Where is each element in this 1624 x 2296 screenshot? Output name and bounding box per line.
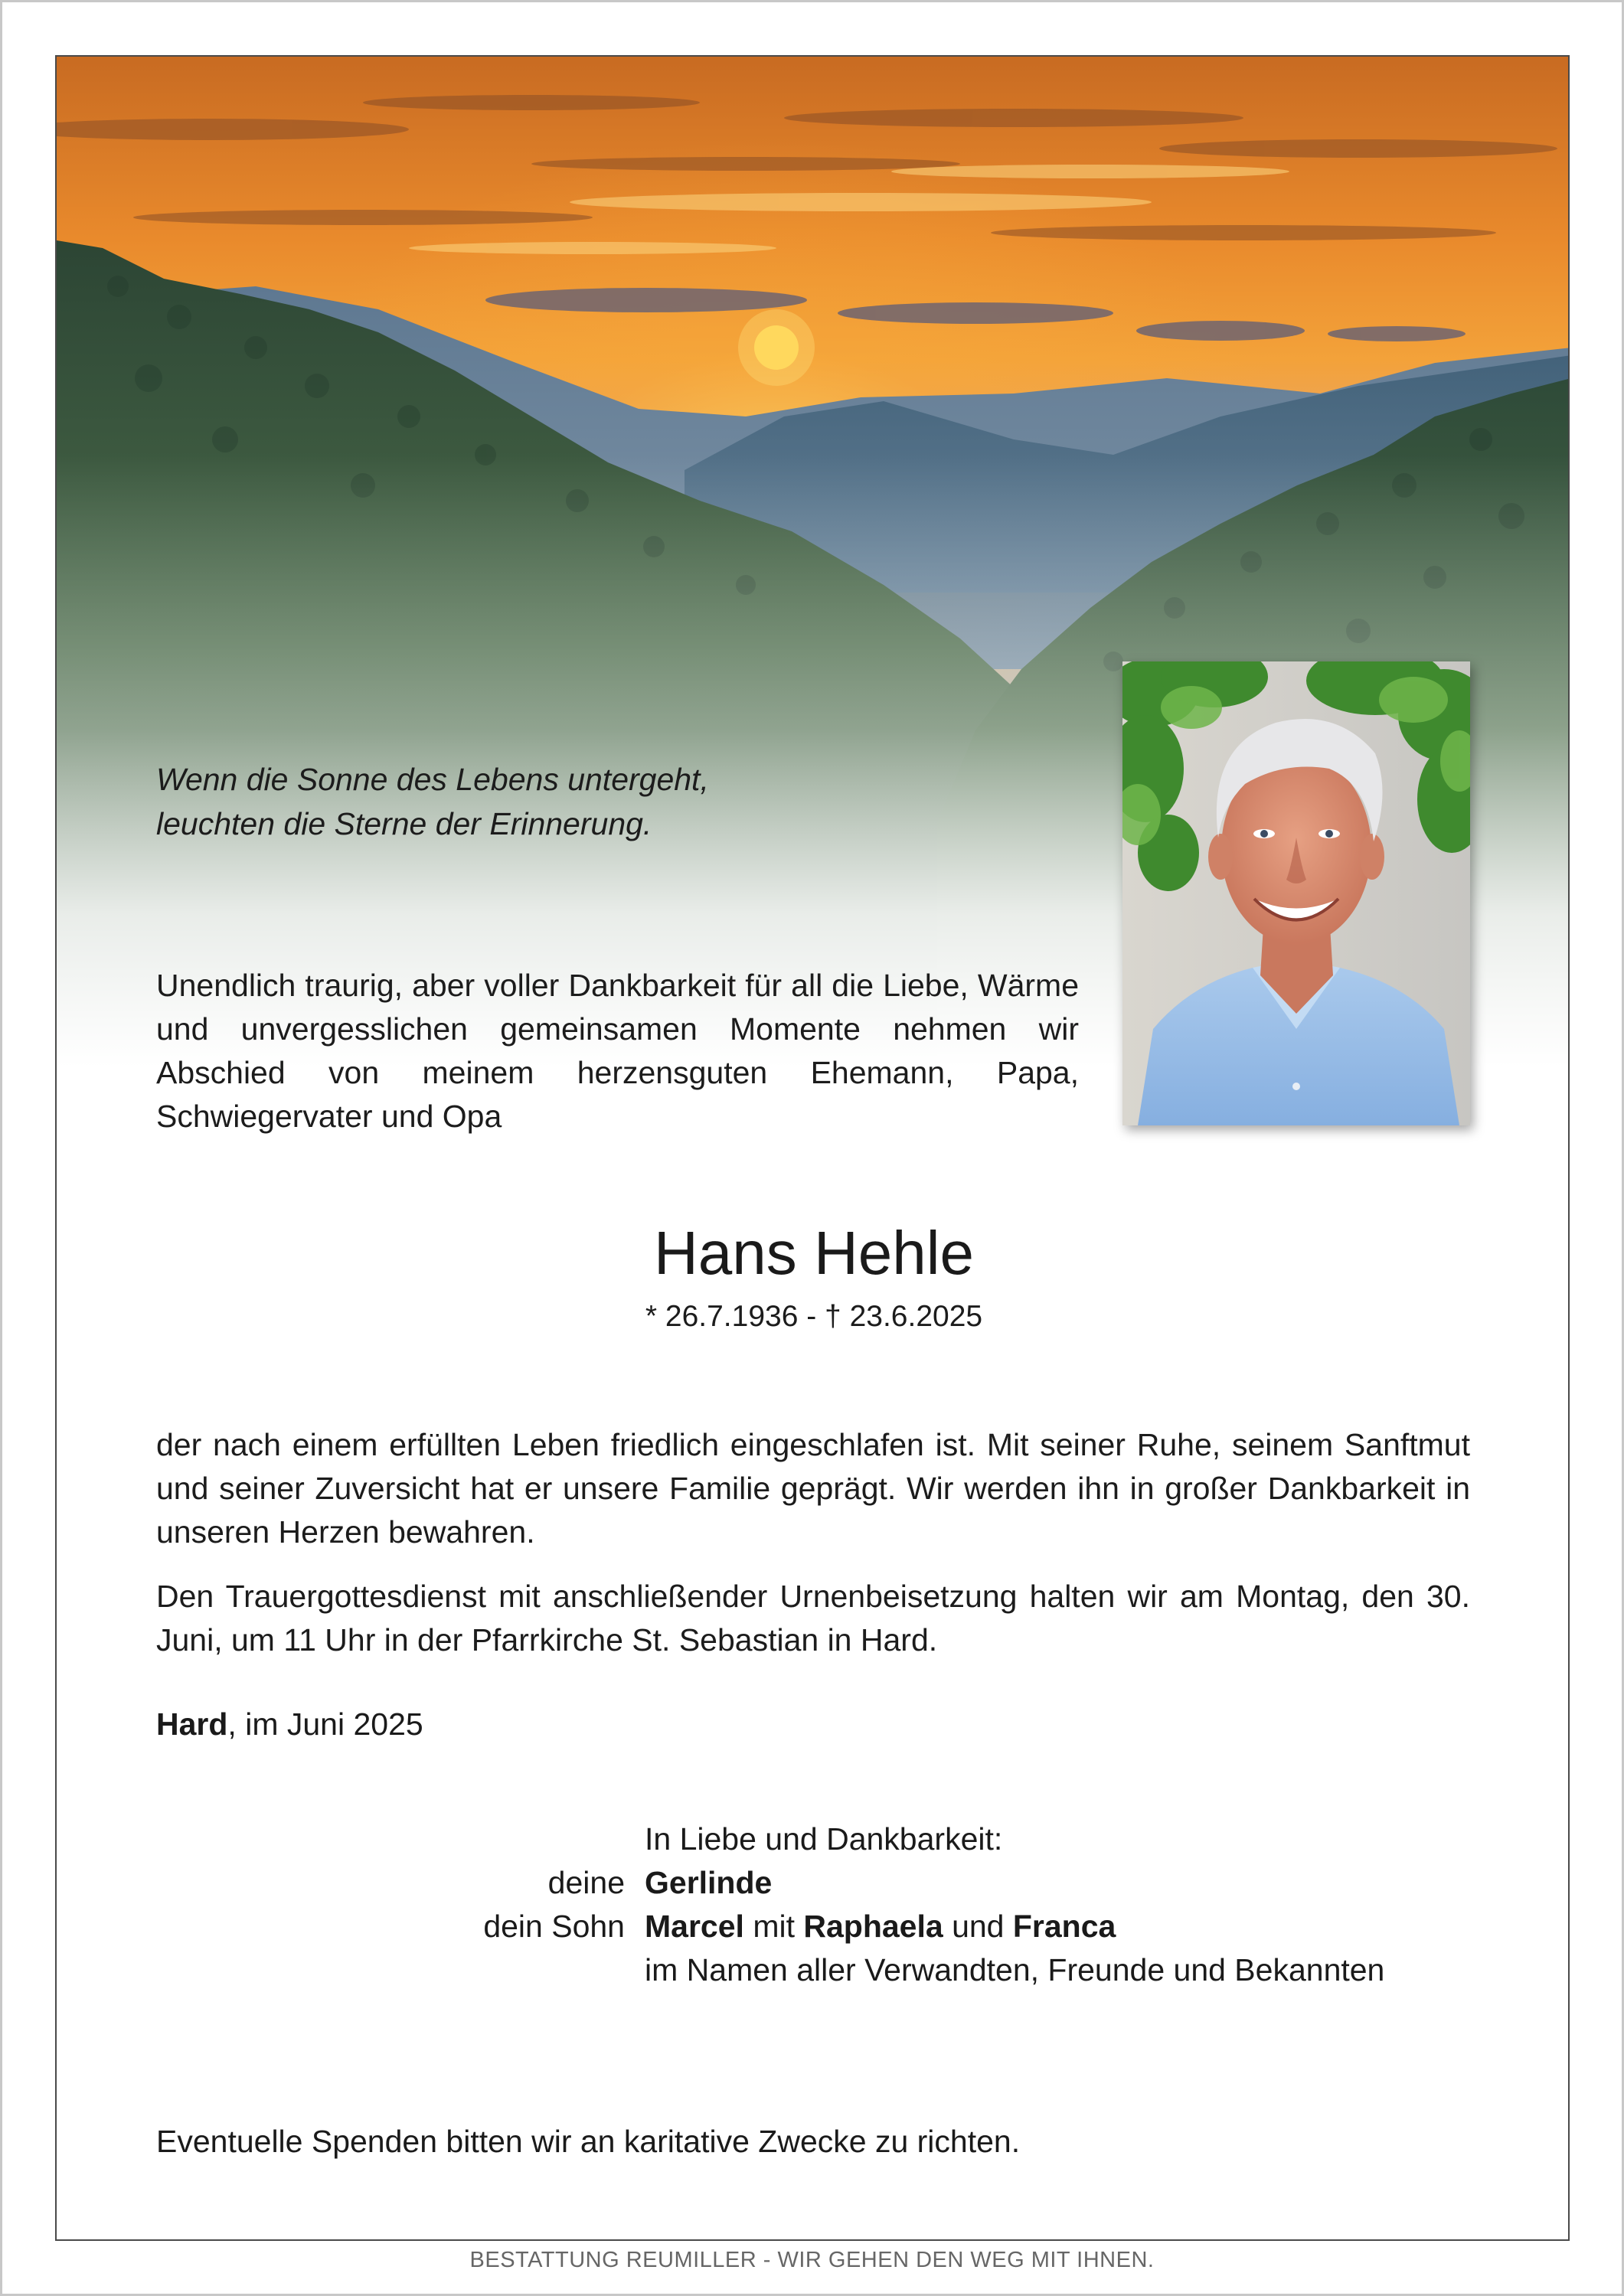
portrait-photo xyxy=(1122,661,1470,1125)
signatories-heading: In Liebe und Dankbarkeit: xyxy=(645,1821,1003,1857)
others-line: im Namen aller Verwandten, Freunde und Bekannten xyxy=(645,1952,1385,1987)
place-name: Hard xyxy=(156,1706,228,1742)
paragraph-service: Den Trauergottesdienst mit anschließender Urnenbeisetzung halten wir am Montag, den 30. Juni, um 11 Uhr in der Pfarrkirche St. Sebastian in Hard. xyxy=(156,1579,1470,1657)
signatory-labels xyxy=(401,1818,625,1948)
life-dates: * 26.7.1936 - † 23.6.2025 xyxy=(645,1300,983,1333)
son-name: Marcel xyxy=(645,1909,744,1944)
funeral-home-footer: BESTATTUNG REUMILLER - WIR GEHEN DEN WEG MIT IHNEN. xyxy=(469,2248,1155,2272)
donations-note: Eventuelle Spenden bitten wir an karitative Zwecke zu richten. xyxy=(156,2124,1021,2159)
deceased-name: Hans Hehle xyxy=(653,1219,974,1287)
intro-text: Unendlich traurig, aber voller Dankbarkeit für all die Liebe, Wärme und unvergesslichen gemeinsamen Momente nehmen wir Abschied von meinem herzensguten Ehemann, Papa, Schwiegervater und Opa xyxy=(156,968,1079,1134)
wife-label: deine xyxy=(547,1865,625,1900)
grandchild-name: Franca xyxy=(1012,1909,1116,1944)
date-text: , im Juni 2025 xyxy=(227,1706,423,1742)
quote-line-2: leuchten die Sterne der Erinnerung. xyxy=(156,806,652,841)
mit-text: mit xyxy=(743,1909,804,1944)
und-text: und xyxy=(943,1909,1013,1944)
quote-line-1: Wenn die Sonne des Lebens untergeht, xyxy=(156,762,709,797)
partner-name: Raphaela xyxy=(803,1909,943,1944)
son-label: dein Sohn xyxy=(483,1909,625,1944)
place-and-date xyxy=(156,1703,423,1746)
obituary-card xyxy=(55,55,1570,2241)
wife-name: Gerlinde xyxy=(645,1865,773,1900)
memorial-quote xyxy=(156,757,845,846)
signatory-names xyxy=(645,1818,1487,1992)
paragraph-tribute: der nach einem erfüllten Leben friedlich eingeschlafen ist. Mit seiner Ruhe, seinem Sanftmut und seiner Zuversicht hat er unsere Familie geprägt. Wir werden ihn in großer Dankbarkeit in unseren Herzen bewahren. xyxy=(156,1427,1470,1550)
